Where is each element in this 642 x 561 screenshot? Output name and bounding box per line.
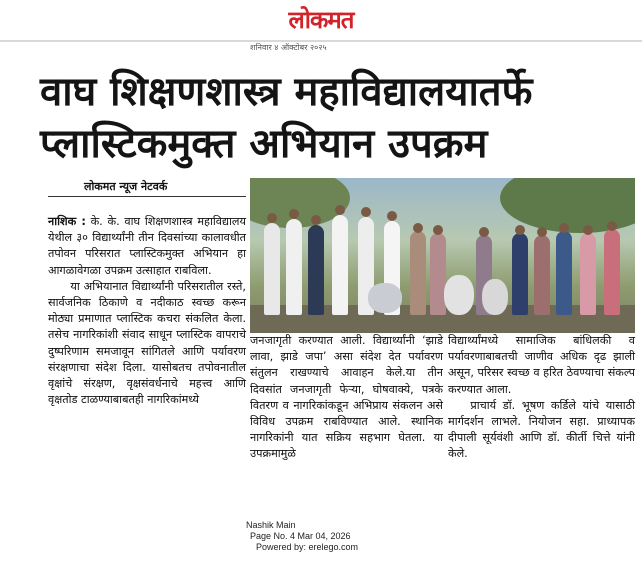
article-paragraph: जनजागृती करण्यात आली. विद्यार्थ्यांनी ‘झाडे लावा, झाडे जपा’ असा संदेश देत पर्यावरण संतुलन राखण्याचे आवाहन केले.या तीन दिवसांत जनजागृती फेऱ्या, घोषवाक्ये, पत्रके वितरण व नागरिकांकडून अभिप्राय संकलन असे विविध उपक्रम राबविण्यात आले. स्थानिक नागरिकांनी यात सक्रिय सहभाग घेतला. या उपक्रमामुळे: [250, 334, 443, 461]
page-footer: [240, 520, 380, 553]
photo-head: [413, 223, 423, 233]
article-paragraph: या अभियानात विद्यार्थ्यांनी परिसरातील रस्ते, सार्वजनिक ठिकाणे व नदीकाठ स्वच्छ करून मोठ्या प्रमाणात प्लास्टिक कचरा संकलित केला. तसेच नागरिकांशी संवाद साधून प्लास्टिक वापराचे दुष्परिणाम समजावून सांगितले आणि पर्यावरण संरक्षणाचा संदेश दिला. यासोबतच तपोवनातील वृक्षांचे संरक्षण, वृक्षसंवर्धनाचे महत्त्व आणि वृक्षतोड टाळण्याबाबतही नागरिकांमध्ये: [48, 279, 246, 407]
headline-line-1: वाघ शिक्षणशास्त्र महाविद्यालयातर्फे: [40, 69, 533, 115]
page-and-date: Page No. 4 Mar 04, 2026: [250, 531, 351, 541]
powered-by[interactable]: Powered by: erelego.com: [256, 542, 359, 552]
byline-rule: [48, 196, 246, 197]
photo-head: [537, 227, 547, 237]
photo-person: [286, 219, 302, 315]
photo-person: [264, 223, 280, 315]
photo-person: [580, 233, 596, 315]
dateline: नाशिक :: [48, 215, 86, 228]
photo-head: [335, 205, 345, 215]
headline-line-2: प्लास्टिकमुक्त अभियान उपक्रम: [40, 121, 488, 167]
photo-person: [534, 235, 550, 315]
photo-head: [289, 209, 299, 219]
photo-head: [433, 225, 443, 235]
cut-off-text: शनिवार ४ ऑक्टोबर २०२५: [250, 43, 327, 52]
photo-person: [604, 229, 620, 315]
photo-head: [559, 223, 569, 233]
photo-head: [607, 221, 617, 231]
photo-person: [512, 233, 528, 315]
paragraph-text: के. के. वाघ शिक्षणशास्त्र महाविद्यालय येथील ३० विद्यार्थ्यांनी तीन दिवसांच्या कालावधीत तपोवन परिसरात प्लास्टिकमुक्त अभियान हा आगळावेगळा उपक्रम उत्साहात राबविला.: [48, 215, 246, 277]
photo-person: [430, 233, 446, 315]
article-paragraph: [48, 214, 246, 279]
edition-name: Nashik Main: [246, 520, 296, 530]
photo-head: [479, 227, 489, 237]
photo-head: [387, 211, 397, 221]
photo-head: [311, 215, 321, 225]
photo-person: [308, 225, 324, 315]
photo-garbage-bag: [368, 283, 402, 313]
photo-head: [583, 225, 593, 235]
photo-person: [556, 231, 572, 315]
photo-head: [515, 225, 525, 235]
photo-person: [332, 215, 348, 315]
article-photo: [250, 178, 635, 333]
photo-garbage-bag: [444, 275, 474, 315]
photo-person: [410, 231, 426, 315]
byline: लोकमत न्यूज नेटवर्क: [84, 180, 168, 193]
newspaper-logo: लोकमत: [288, 6, 354, 34]
photo-head: [267, 213, 277, 223]
article-paragraph: प्राचार्य डॉ. भूषण कर्डिले यांचे यासाठी मार्गदर्शन लाभले. नियोजन सहा. प्राध्यापक दीपाली सूर्यवंशी आणि डॉ. कीर्ती चित्ते यांनी केले.: [448, 398, 635, 461]
article-column-1: [48, 214, 246, 408]
article-column-2: [250, 333, 443, 463]
article-column-3: [448, 333, 635, 463]
photo-garbage-bag: [482, 279, 508, 315]
masthead: [0, 0, 642, 40]
article-paragraph: विद्यार्थ्यांमध्ये सामाजिक बांधिलकी व पर्यावरणाबाबतची जाणीव अधिक दृढ झाली असून, परिसर स्वच्छ व हरित ठेवण्याचा संकल्प करण्यात आला.: [448, 334, 635, 396]
photo-head: [361, 207, 371, 217]
